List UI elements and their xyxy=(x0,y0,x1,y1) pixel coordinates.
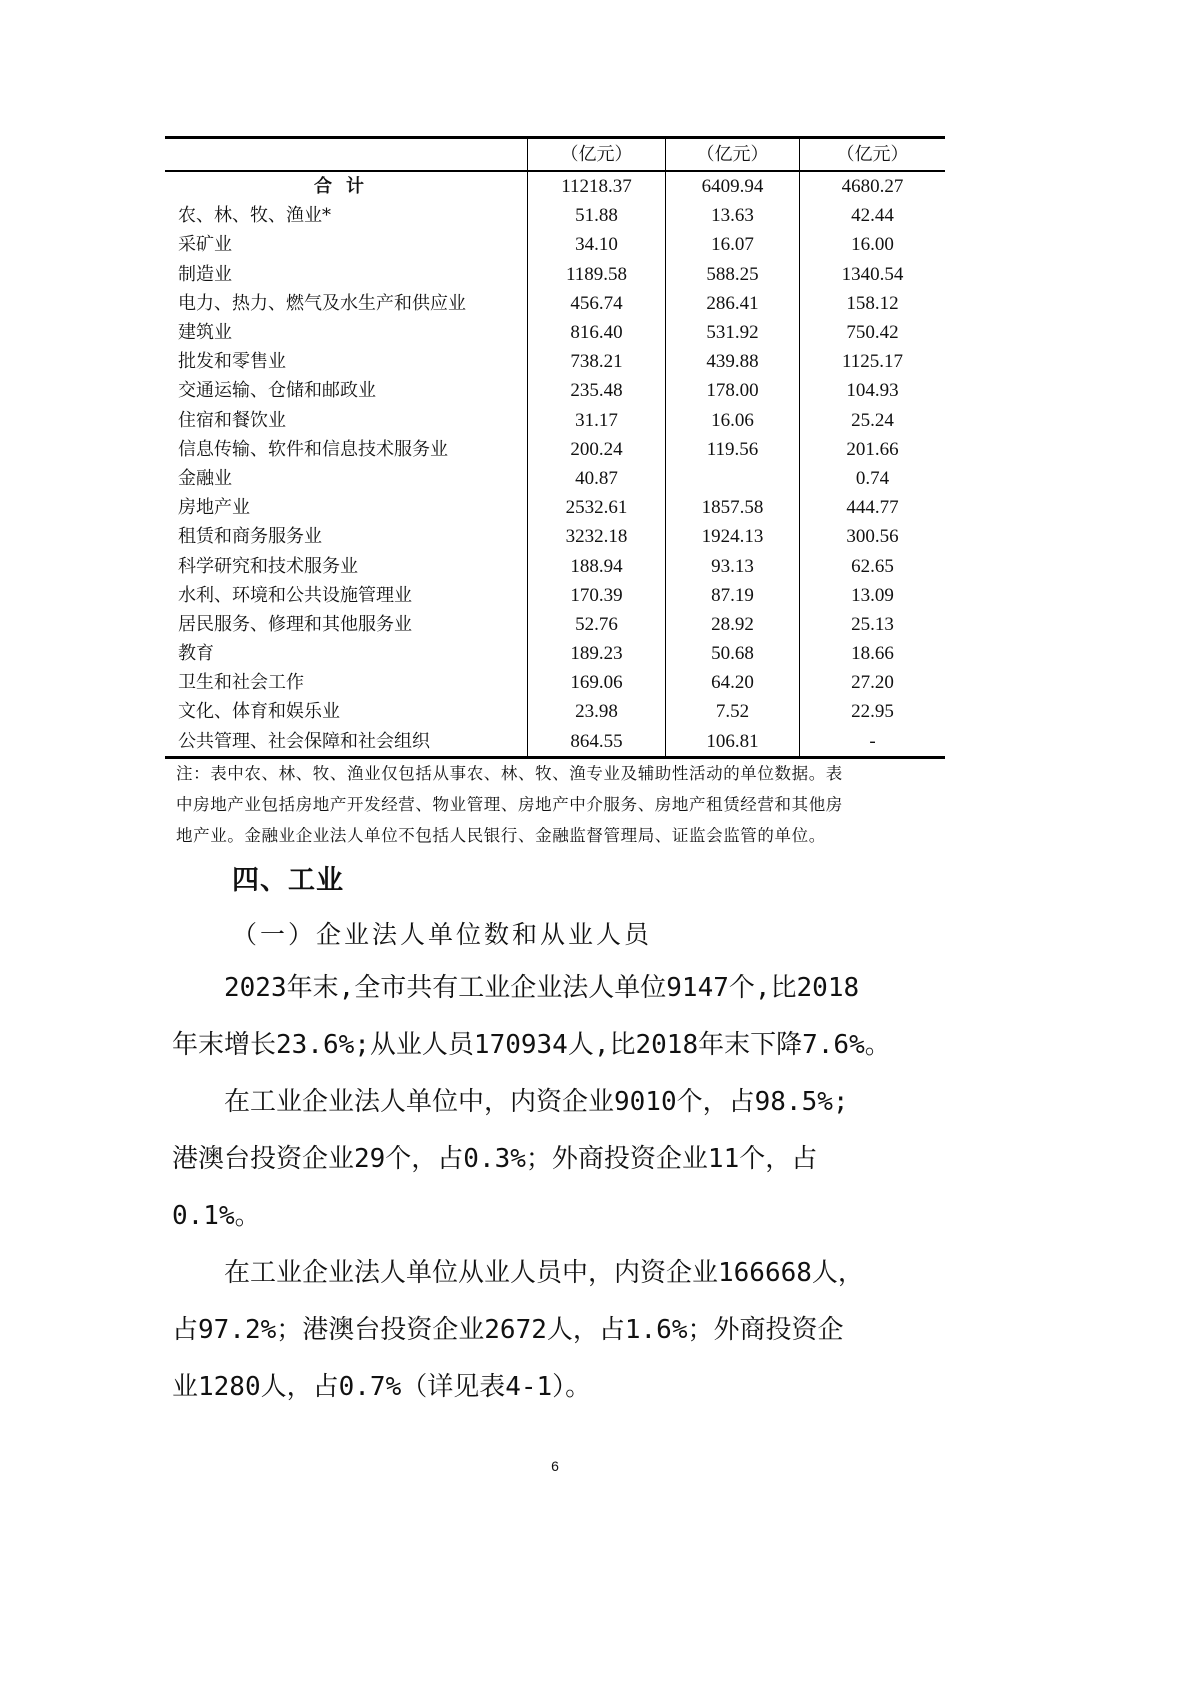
row-label: 公共管理、社会保障和社会组织 xyxy=(178,730,430,752)
paragraph xyxy=(172,960,947,1074)
row-label: 教育 xyxy=(178,643,214,665)
row-value: 50.68 xyxy=(666,639,800,668)
row-value: 2532.61 xyxy=(528,493,666,522)
row-value: 7.52 xyxy=(666,697,800,726)
row-value: 16.00 xyxy=(800,230,946,259)
row-value: 201.66 xyxy=(800,435,946,464)
table-row xyxy=(165,406,945,435)
row-value: 0.74 xyxy=(800,464,946,493)
paragraph-line: 0.1%。 xyxy=(172,1201,261,1231)
paragraph-line: 业1280人，占0.7%（详见表4-1）。 xyxy=(172,1372,592,1402)
row-label: 金融业 xyxy=(178,467,232,489)
table-row xyxy=(165,522,945,551)
table-row xyxy=(165,230,945,259)
row-value: 34.10 xyxy=(528,230,666,259)
row-value: 119.56 xyxy=(666,435,800,464)
row-value: 28.92 xyxy=(666,610,800,639)
row-value: 189.23 xyxy=(528,639,666,668)
row-value: 200.24 xyxy=(528,435,666,464)
table-row xyxy=(165,464,945,493)
row-value: 3232.18 xyxy=(528,522,666,551)
table-row xyxy=(165,697,945,726)
row-value: 170.39 xyxy=(528,581,666,610)
row-value xyxy=(666,464,800,493)
row-value: 456.74 xyxy=(528,289,666,318)
row-value: 87.19 xyxy=(666,581,800,610)
table-note xyxy=(176,758,946,851)
row-value: 106.81 xyxy=(666,727,800,758)
table-row xyxy=(165,260,945,289)
row-value: 22.95 xyxy=(800,697,946,726)
row-value: 51.88 xyxy=(528,201,666,230)
row-label: 电力、热力、燃气及水生产和供应业 xyxy=(178,292,466,314)
paragraph xyxy=(172,1245,947,1416)
row-value: 42.44 xyxy=(800,201,946,230)
row-value: 16.06 xyxy=(666,406,800,435)
row-value: 444.77 xyxy=(800,493,946,522)
row-label: 卫生和社会工作 xyxy=(178,672,304,694)
row-value: 158.12 xyxy=(800,289,946,318)
row-value: 286.41 xyxy=(666,289,800,318)
row-value: 1125.17 xyxy=(800,347,946,376)
row-value: 1924.13 xyxy=(666,522,800,551)
row-value: 439.88 xyxy=(666,347,800,376)
row-value: 16.07 xyxy=(666,230,800,259)
row-value: 64.20 xyxy=(666,668,800,697)
row-label: 批发和零售业 xyxy=(178,351,286,373)
row-value: 31.17 xyxy=(528,406,666,435)
data-table xyxy=(165,136,945,759)
table-row xyxy=(165,727,945,758)
table-row xyxy=(165,551,945,580)
note-line: 地产业。金融业企业法人单位不包括人民银行、金融监督管理局、证监会监管的单位。 xyxy=(176,826,826,845)
row-label: 房地产业 xyxy=(178,497,250,519)
row-value: 40.87 xyxy=(528,464,666,493)
row-value: 104.93 xyxy=(800,376,946,405)
row-label: 建筑业 xyxy=(178,322,232,344)
row-label: 文化、体育和娱乐业 xyxy=(178,701,340,723)
row-label: 信息传输、软件和信息技术服务业 xyxy=(178,438,448,460)
paragraph-line: 港澳台投资企业29个，占0.3%；外商投资企业11个，占 xyxy=(172,1144,818,1174)
table-row xyxy=(165,668,945,697)
row-value: 23.98 xyxy=(528,697,666,726)
subsection-title: （一）企业法人单位数和从业人员 xyxy=(232,920,653,949)
row-value: 93.13 xyxy=(666,551,800,580)
row-value: 27.20 xyxy=(800,668,946,697)
row-value: 11218.37 xyxy=(528,171,666,201)
row-label: 制造业 xyxy=(178,263,232,285)
unit-header: （亿元） xyxy=(666,138,800,172)
row-label: 居民服务、修理和其他服务业 xyxy=(178,613,412,635)
row-value: 588.25 xyxy=(666,260,800,289)
row-value: 178.00 xyxy=(666,376,800,405)
table-row xyxy=(165,376,945,405)
row-value: 6409.94 xyxy=(666,171,800,201)
row-value: 188.94 xyxy=(528,551,666,580)
unit-header: （亿元） xyxy=(528,138,666,172)
unit-header: （亿元） xyxy=(800,138,946,172)
row-label: 采矿业 xyxy=(178,234,232,256)
row-value: 13.09 xyxy=(800,581,946,610)
row-value: 300.56 xyxy=(800,522,946,551)
row-value: 864.55 xyxy=(528,727,666,758)
note-line: 中房地产业包括房地产开发经营、物业管理、房地产中介服务、房地产租赁经营和其他房 xyxy=(176,795,843,814)
row-value: 531.92 xyxy=(666,318,800,347)
row-value: 25.13 xyxy=(800,610,946,639)
row-value: 1189.58 xyxy=(528,260,666,289)
table-row xyxy=(165,201,945,230)
page-number: 6 xyxy=(551,1458,559,1474)
row-value: 1857.58 xyxy=(666,493,800,522)
paragraph-line: 在工业企业法人单位中，内资企业9010个，占98.5%; xyxy=(172,1087,849,1117)
row-value: 62.65 xyxy=(800,551,946,580)
paragraph-line: 占97.2%；港澳台投资企业2672人，占1.6%；外商投资企 xyxy=(172,1315,844,1345)
row-value: 750.42 xyxy=(800,318,946,347)
row-value: 18.66 xyxy=(800,639,946,668)
table-header-row xyxy=(165,138,945,172)
row-label: 合计 xyxy=(314,176,378,198)
table-row xyxy=(165,171,945,201)
row-label: 租赁和商务服务业 xyxy=(178,526,322,548)
row-value: 25.24 xyxy=(800,406,946,435)
paragraph-line: 2023年末,全市共有工业企业法人单位9147个,比2018 xyxy=(172,973,860,1003)
row-label: 农、林、牧、渔业* xyxy=(178,205,331,227)
note-line: 注：表中农、林、牧、渔业仅包括从事农、林、牧、渔专业及辅助性活动的单位数据。表 xyxy=(176,764,843,783)
table-row xyxy=(165,493,945,522)
table-row xyxy=(165,639,945,668)
row-value: 235.48 xyxy=(528,376,666,405)
row-label: 科学研究和技术服务业 xyxy=(178,555,358,577)
table-row xyxy=(165,347,945,376)
row-value: 816.40 xyxy=(528,318,666,347)
row-label: 水利、环境和公共设施管理业 xyxy=(178,584,412,606)
row-label: 交通运输、仓储和邮政业 xyxy=(178,380,376,402)
row-label: 住宿和餐饮业 xyxy=(178,409,286,431)
table-row xyxy=(165,318,945,347)
header-blank xyxy=(165,138,528,172)
table-row xyxy=(165,581,945,610)
row-value: 169.06 xyxy=(528,668,666,697)
paragraph-line: 年末增长23.6%;从业人员170934人,比2018年末下降7.6%。 xyxy=(172,1030,891,1060)
row-value: 1340.54 xyxy=(800,260,946,289)
table-row xyxy=(165,289,945,318)
row-value: 4680.27 xyxy=(800,171,946,201)
paragraph-line: 在工业企业法人单位从业人员中，内资企业166668人， xyxy=(172,1258,864,1288)
row-value: 738.21 xyxy=(528,347,666,376)
section-title: 四、工业 xyxy=(232,865,344,896)
row-value: 52.76 xyxy=(528,610,666,639)
table-row xyxy=(165,610,945,639)
table-row xyxy=(165,435,945,464)
row-value: 13.63 xyxy=(666,201,800,230)
row-value: - xyxy=(800,727,946,758)
paragraph xyxy=(172,1074,947,1245)
